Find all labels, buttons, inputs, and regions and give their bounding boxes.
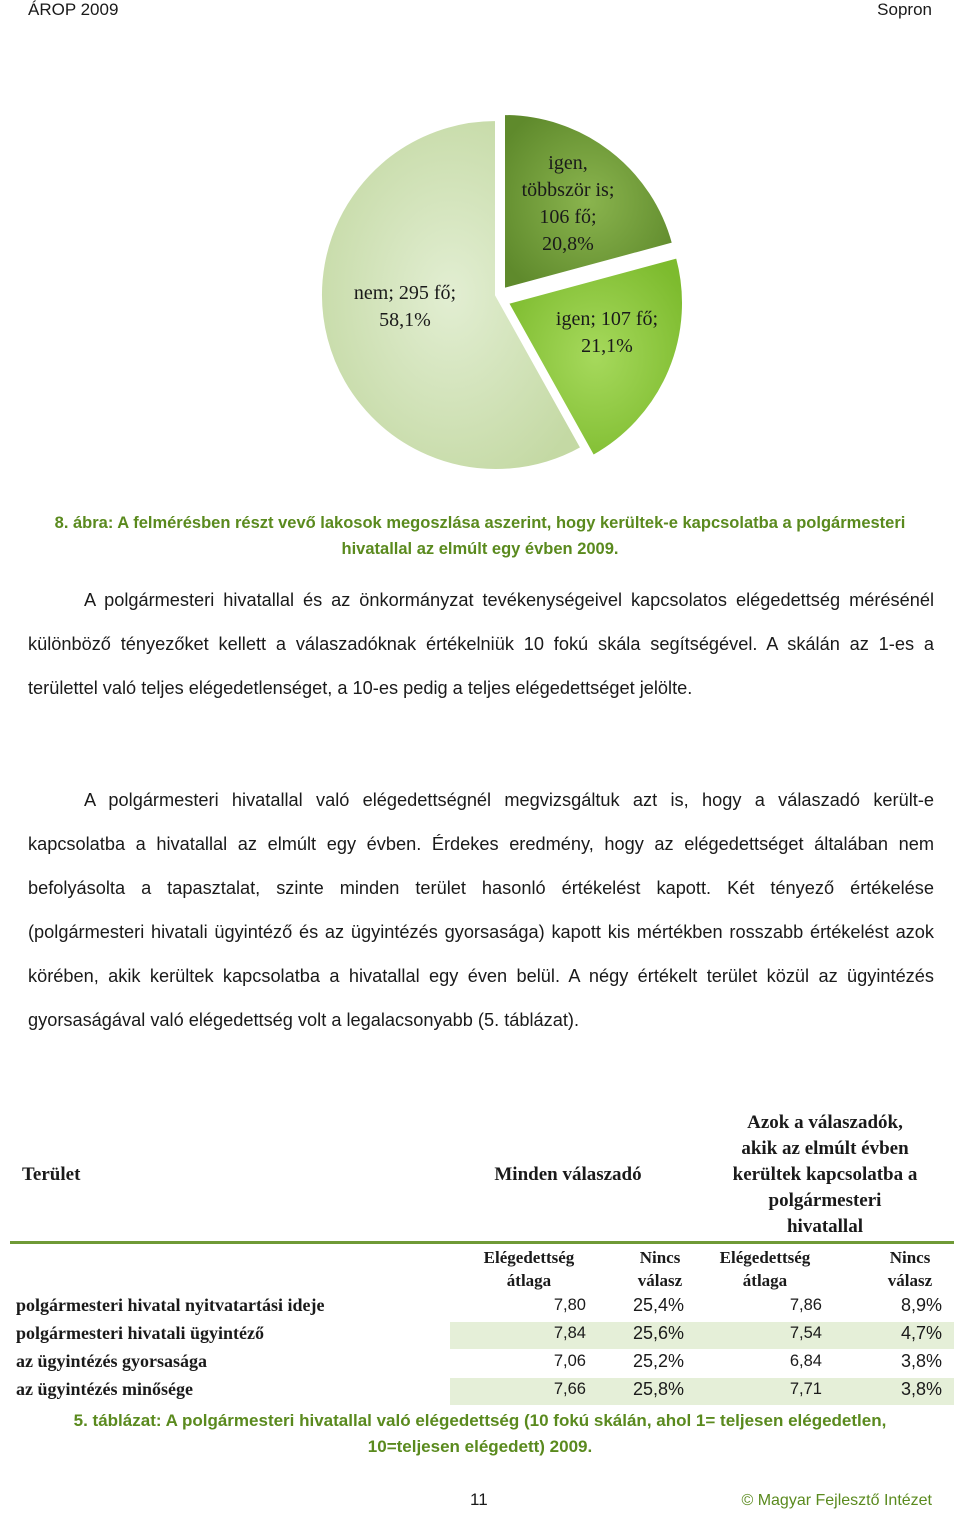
subheader-line: Elégedettség (719, 1248, 811, 1267)
cell-all-avg: 7,84 (553, 1324, 586, 1342)
subheader-line: átlaga (506, 1271, 552, 1290)
subheader-line: válasz (637, 1271, 683, 1290)
cell-all-avg: 7,80 (553, 1296, 586, 1314)
table-header-contact-line: hivatallal (786, 1216, 863, 1237)
subheader-line: átlaga (742, 1271, 788, 1290)
subheader-contact-none (860, 1246, 960, 1292)
subheader-line: Elégedettség (483, 1248, 575, 1267)
cell-contact-none: 3,8% (900, 1379, 942, 1399)
row-label: az ügyintézés minősége (16, 1379, 193, 1399)
cell-contact-avg: 6,84 (789, 1352, 822, 1370)
slice-label-line: 20,8% (542, 233, 594, 255)
table-header-contact-line: polgármesteri (768, 1190, 882, 1211)
paragraph-1-text: A polgármesteri hivatallal és az önkormányzat tevékenységeivel kapcsolatos elégedettség mérésénél különböző tényezőket kellett a válaszadóknak értékelniük 10 fokú skála segítségével. A skálán az 1-es a területtel való teljes elégedetlenséget, a 10-es pedig a teljes elégedettséget jelölte. (28, 590, 934, 698)
table-header-area: Terület (22, 1164, 81, 1185)
figure-caption: 8. ábra: A felmérésben részt vevő lakosok megoszlása aszerint, hogy kerültek-e kapcsolatba a polgármesteri hivatallal az elmúlt egy évben 2009. (54, 514, 906, 558)
subheader-line: Nincs (639, 1248, 681, 1267)
table-caption: 5. táblázat: A polgármesteri hivatallal való elégedettség (10 fokú skálán, ahol 1= teljesen elégedetlen, 10=teljesen elégedett) 2009. (73, 1411, 887, 1456)
header-location: Sopron (877, 0, 932, 19)
table-header-rule (10, 1241, 954, 1244)
cell-all-none: 25,8% (632, 1379, 684, 1399)
row-label: az ügyintézés gyorsasága (16, 1351, 207, 1371)
header-title: ÁROP 2009 (28, 0, 119, 19)
table-header-all: Minden válaszadó (494, 1164, 642, 1185)
cell-contact-none: 3,8% (900, 1351, 942, 1371)
slice-label-line: nem; 295 fő; (353, 282, 457, 304)
cell-contact-avg: 7,54 (789, 1324, 822, 1342)
cell-contact-avg: 7,86 (789, 1296, 822, 1314)
paragraph-2 (28, 778, 934, 1042)
subheader-line: Nincs (889, 1248, 931, 1267)
cell-all-none: 25,4% (632, 1295, 684, 1315)
cell-all-none: 25,2% (632, 1351, 684, 1371)
cell-all-avg: 7,66 (553, 1380, 586, 1398)
slice-label-line: 106 fő; (539, 206, 597, 228)
slice-label-nem (320, 280, 490, 334)
page-number: 11 (470, 1490, 488, 1509)
table-row (10, 1350, 954, 1377)
table-header-contact-line: akik az elmúlt évben (741, 1138, 909, 1159)
slice-label-line: igen, (548, 152, 588, 174)
pie-chart (0, 40, 960, 510)
slice-label-igen (522, 306, 692, 360)
paragraph-1 (28, 578, 934, 710)
table-row (10, 1294, 954, 1321)
subheader-all-none (610, 1246, 710, 1292)
row-label: polgármesteri hivatal nyitvatartási ideje (16, 1295, 325, 1315)
row-label: polgármesteri hivatali ügyintéző (16, 1323, 264, 1343)
cell-all-avg: 7,06 (553, 1352, 586, 1370)
table-header-contact-line: Azok a válaszadók, (747, 1112, 903, 1133)
pie-chart-svg (0, 40, 960, 510)
cell-all-none: 25,6% (632, 1323, 684, 1343)
subheader-contact-avg (700, 1246, 830, 1292)
paragraph-2-text: A polgármesteri hivatallal való elégedettségnél megvizsgáltuk azt is, hogy a válaszadó került-e kapcsolatba a hivatallal az elmúlt egy évben. Érdekes eredmény, hogy az elégedettséget általában nem befolyásolta a tapasztalat, szinte minden terület hasonló értékelést kapott. Két tényező értékelése (polgármesteri hivatali ügyintéző és az ügyintézés gyorsasága) kapott kis mértékben rosszabb értékelést azok körében, akik kerültek kapcsolatba a hivatallal egy éven belül. A négy értékelt terület közül az ügyintézés gyorsaságával való elégedettség volt a legalacsonyabb (5. táblázat). (28, 790, 934, 1030)
subheader-all-avg (464, 1246, 594, 1292)
slice-label-line: 21,1% (581, 335, 633, 357)
table-header-contact-line: kerültek kapcsolatba a (732, 1164, 918, 1185)
cell-contact-none: 8,9% (900, 1295, 942, 1315)
slice-label-line: igen; 107 fő; (555, 308, 659, 330)
slice-label-line: többször is; (521, 179, 615, 201)
slice-label-line: 58,1% (379, 309, 431, 331)
slice-label-igen-tobbszor (498, 150, 638, 258)
footer-copyright: © Magyar Fejlesztő Intézet (741, 1492, 932, 1509)
table-row (10, 1378, 954, 1405)
table-header-contact (700, 1110, 950, 1240)
cell-contact-none: 4,7% (900, 1323, 942, 1343)
cell-contact-avg: 7,71 (789, 1380, 822, 1398)
subheader-line: válasz (887, 1271, 933, 1290)
table-row (10, 1322, 954, 1349)
